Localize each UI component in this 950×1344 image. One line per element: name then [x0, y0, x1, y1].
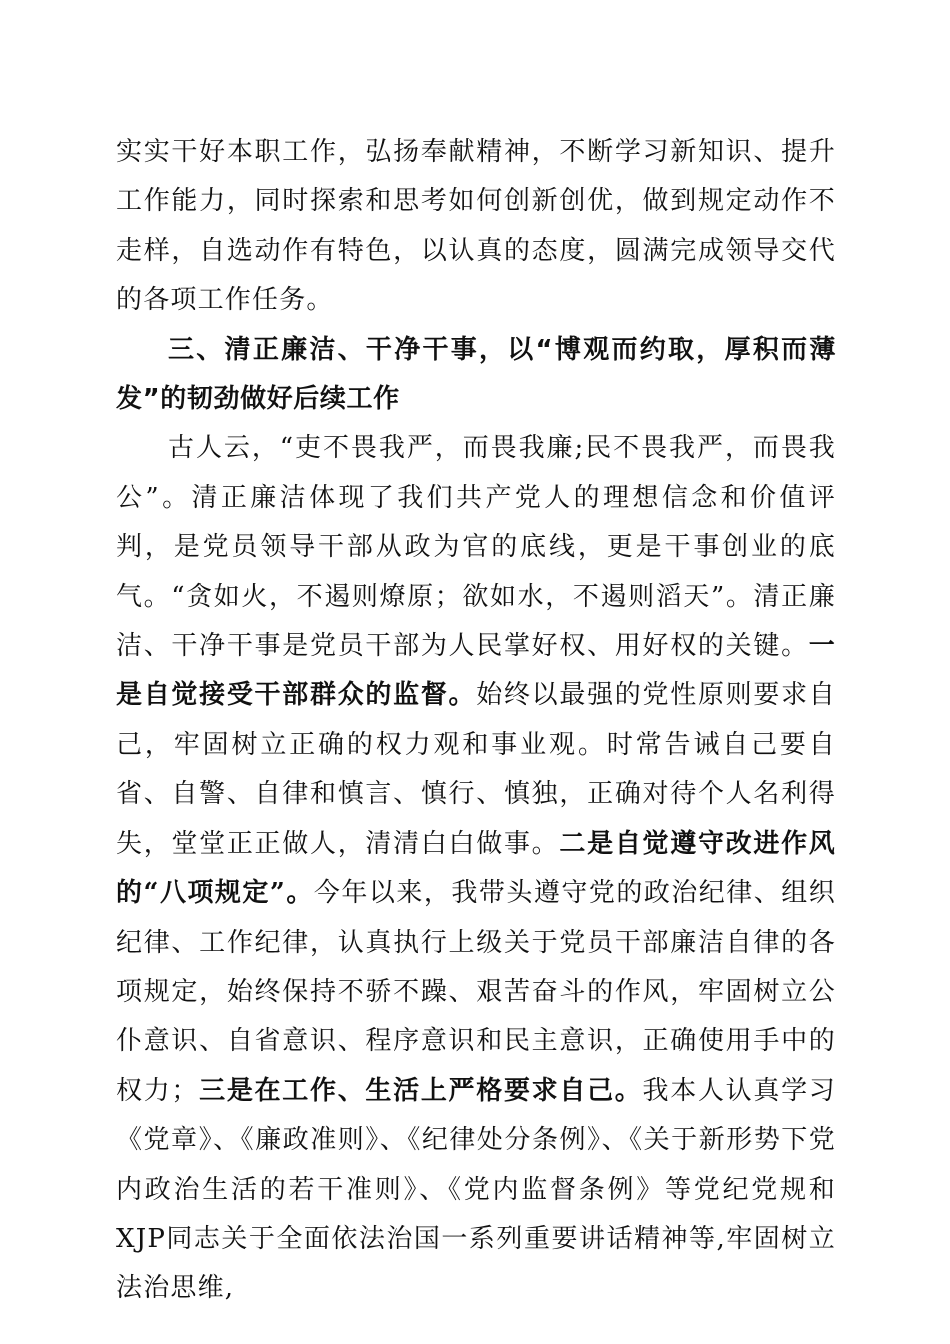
- section-heading-three: 三、清正廉洁、干净干事，以“博观而约取，厚积而薄发”的韧劲做好后续工作: [116, 334, 836, 415]
- document-body: [116, 128, 836, 1314]
- bold-point-one: 一是自觉接受干部群众的监督。: [116, 631, 836, 711]
- paragraph-continuation: 实实干好本职工作，弘扬奉献精神，不断学习新知识、提升工作能力，同时探索和思考如何创新创优，做到规定动作不走样，自选动作有特色，以认真的态度，圆满完成领导交代的各项工作任务。: [116, 137, 836, 316]
- paragraph-text: 始终以最强的党性原则要求自己，牢固树立正确的权力观和事业观。时常告诫自己要自省、自警、自律和慎言、慎行、慎独，正确对待个人名利得失，堂堂正正做人，清清白白做事。: [116, 680, 836, 859]
- paragraph-text: 今年以来，我带头遵守党的政治纪律、组织纪律、工作纪律，认真执行上级关于党员干部廉洁自律的各项规定，始终保持不骄不躁、艰苦奋斗的作风，牢固树立公仆意识、自省意识、程序意识和民主意识，正确使用手中的权力；: [116, 878, 836, 1106]
- paragraph-text: 古人云，“吏不畏我严，而畏我廉;民不畏我严，而畏我公”。清正廉洁体现了我们共产党人的理想信念和价值评判，是党员领导干部从政为官的底线，更是干事创业的底气。“贪如火，不遏则燎原；欲如水，不遏则滔天”。清正廉洁、干净干事是党员干部为人民掌好权、用好权的关键。: [116, 433, 836, 662]
- bold-point-two: 二是自觉遵守改进作风的“八项规定”。: [116, 828, 836, 909]
- bold-point-three: 三是在工作、生活上严格要求自己。: [198, 1075, 643, 1106]
- paragraph-text: 我本人认真学习《党章》、《廉政准则》、《纪律处分条例》、《关于新形势下党内政治生活的若干准则》、《党内监督条例》等党纪党规和XJP同志关于全面依法治国一系列重要讲话精神等,牢固树立法治思维,: [116, 1075, 836, 1304]
- paragraph-integrity: [116, 424, 836, 1313]
